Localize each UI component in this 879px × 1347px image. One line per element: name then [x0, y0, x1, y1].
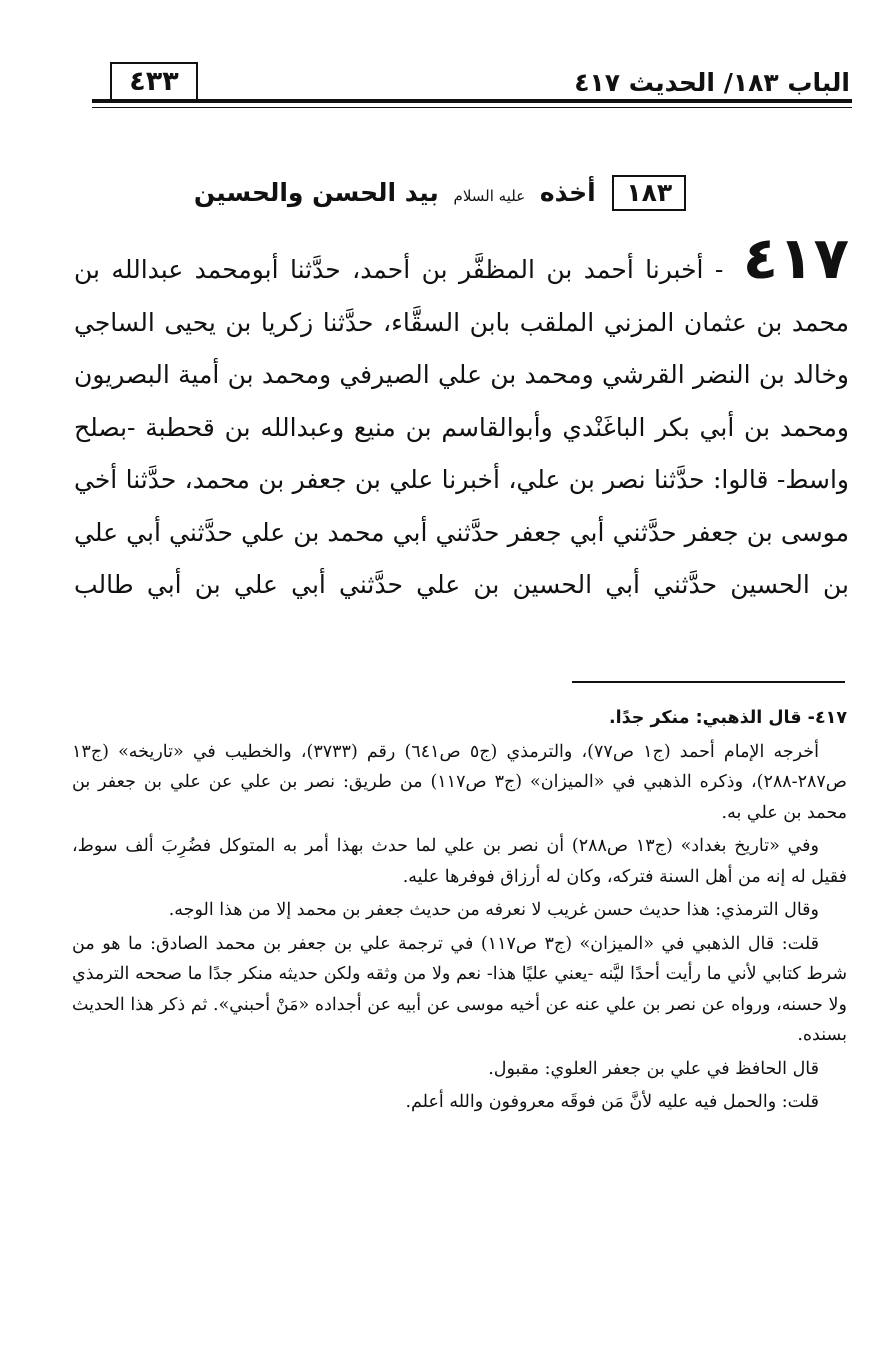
footnote-paragraph: قال الحافظ في علي بن جعفر العلوي: مقبول. [488, 1058, 819, 1079]
footnote-paragraph: قلت: والحمل فيه عليه لأنَّ مَن فوقَه معروفون والله أعلم. [405, 1092, 819, 1112]
footnotes [72, 703, 847, 1121]
footnote-paragraph: وقال الترمذي: هذا حديث حسن غريب لا نعرفه من حديث جعفر بن محمد إلا من هذا الوجه. [168, 900, 819, 920]
chapter-title-part1: أخذه [539, 178, 596, 207]
honorific-glyph: عليه السلام [453, 187, 526, 205]
footnote-paragraph: وفي «تاريخ بغداد» (ج١٣ ص٢٨٨) أن نصر بن علي لما حدث بهذا أمر به المتوكل فضُرِبَ ألف سوط، فقيل له إنه من أهل السنة فتركه، وكان له أرزاق فوفرها عليه. [72, 836, 847, 887]
chapter-heading [160, 175, 720, 219]
footnote-paragraph: أخرجه الإمام أحمد (ج١ ص٧٧)، والترمذي (ج٥ ص٦٤١) رقم (٣٧٣٣)، والخطيب في «تاريخه» (ج١٣ ص٢٨٧-٢٨٨)، وذكره الذهبي في «الميزان» (ج٣ ص١١٧) من طريق: نصر بن علي عن علي بن جعفر بن محمد بن علي به. [72, 741, 847, 823]
hadith-number: ٤١٧ [742, 224, 849, 292]
header-rule-thin [92, 107, 852, 108]
footnote-paragraph: قلت: قال الذهبي في «الميزان» (ج٣ ص١١٧) في ترجمة علي بن جعفر بن محمد الصادق: ما هو من شرط كتابي لأني ما رأيت أحدًا ليَّنه -يعني عليًا هذا- نعم ولا من وثقه ولكن حديثه منكر جدًا ما صححه الترمذي ولا حسنه، ورواه عن نصر بن علي عنه عن أخيه موسى عن أبيه عن أجداده «مَنْ أحبني». ثم ذكر هذا الحديث بسنده. [72, 933, 847, 1045]
chapter-number: ١٨٣ [612, 175, 686, 211]
footnote-separator [572, 681, 845, 683]
hadith-text-block [74, 224, 849, 612]
running-header [92, 62, 852, 122]
header-rule [92, 99, 852, 103]
page-number: ٤٣٣ [110, 62, 198, 100]
hadith-text: - أخبرنا أحمد بن المظفَّر بن أحمد، حدَّثنا أبومحمد عبدالله بن محمد بن عثمان المزني الملقب بابن السقَّاء، حدَّثنا زكريا بن يحيى الساجي وخالد بن النضر القرشي ومحمد بن علي الصيرفي ومحمد بن أمية البصريون ومحمد بن أبي بكر الباغَنْدي وأبوالقاسم بن منيع وعبدالله بن قحطبة -بصلح واسط- قالوا: حدَّثنا نصر بن علي، أخبرنا علي بن جعفر بن محمد، حدَّثنا أخي موسى بن جعفر حدَّثني أبي جعفر حدَّثني أبي محمد بن علي حدَّثني أبي علي بن الحسين حدَّثني أبي الحسين بن علي حدَّثني أبي علي بن أبي طالب [74, 255, 849, 599]
chapter-title-part2: بيد الحسن والحسين [193, 178, 439, 207]
footnote-heading: ٤١٧- قال الذهبي: منكر جدًا. [609, 708, 847, 728]
running-title: الباب ١٨٣/ الحديث ٤١٧ [574, 68, 850, 97]
